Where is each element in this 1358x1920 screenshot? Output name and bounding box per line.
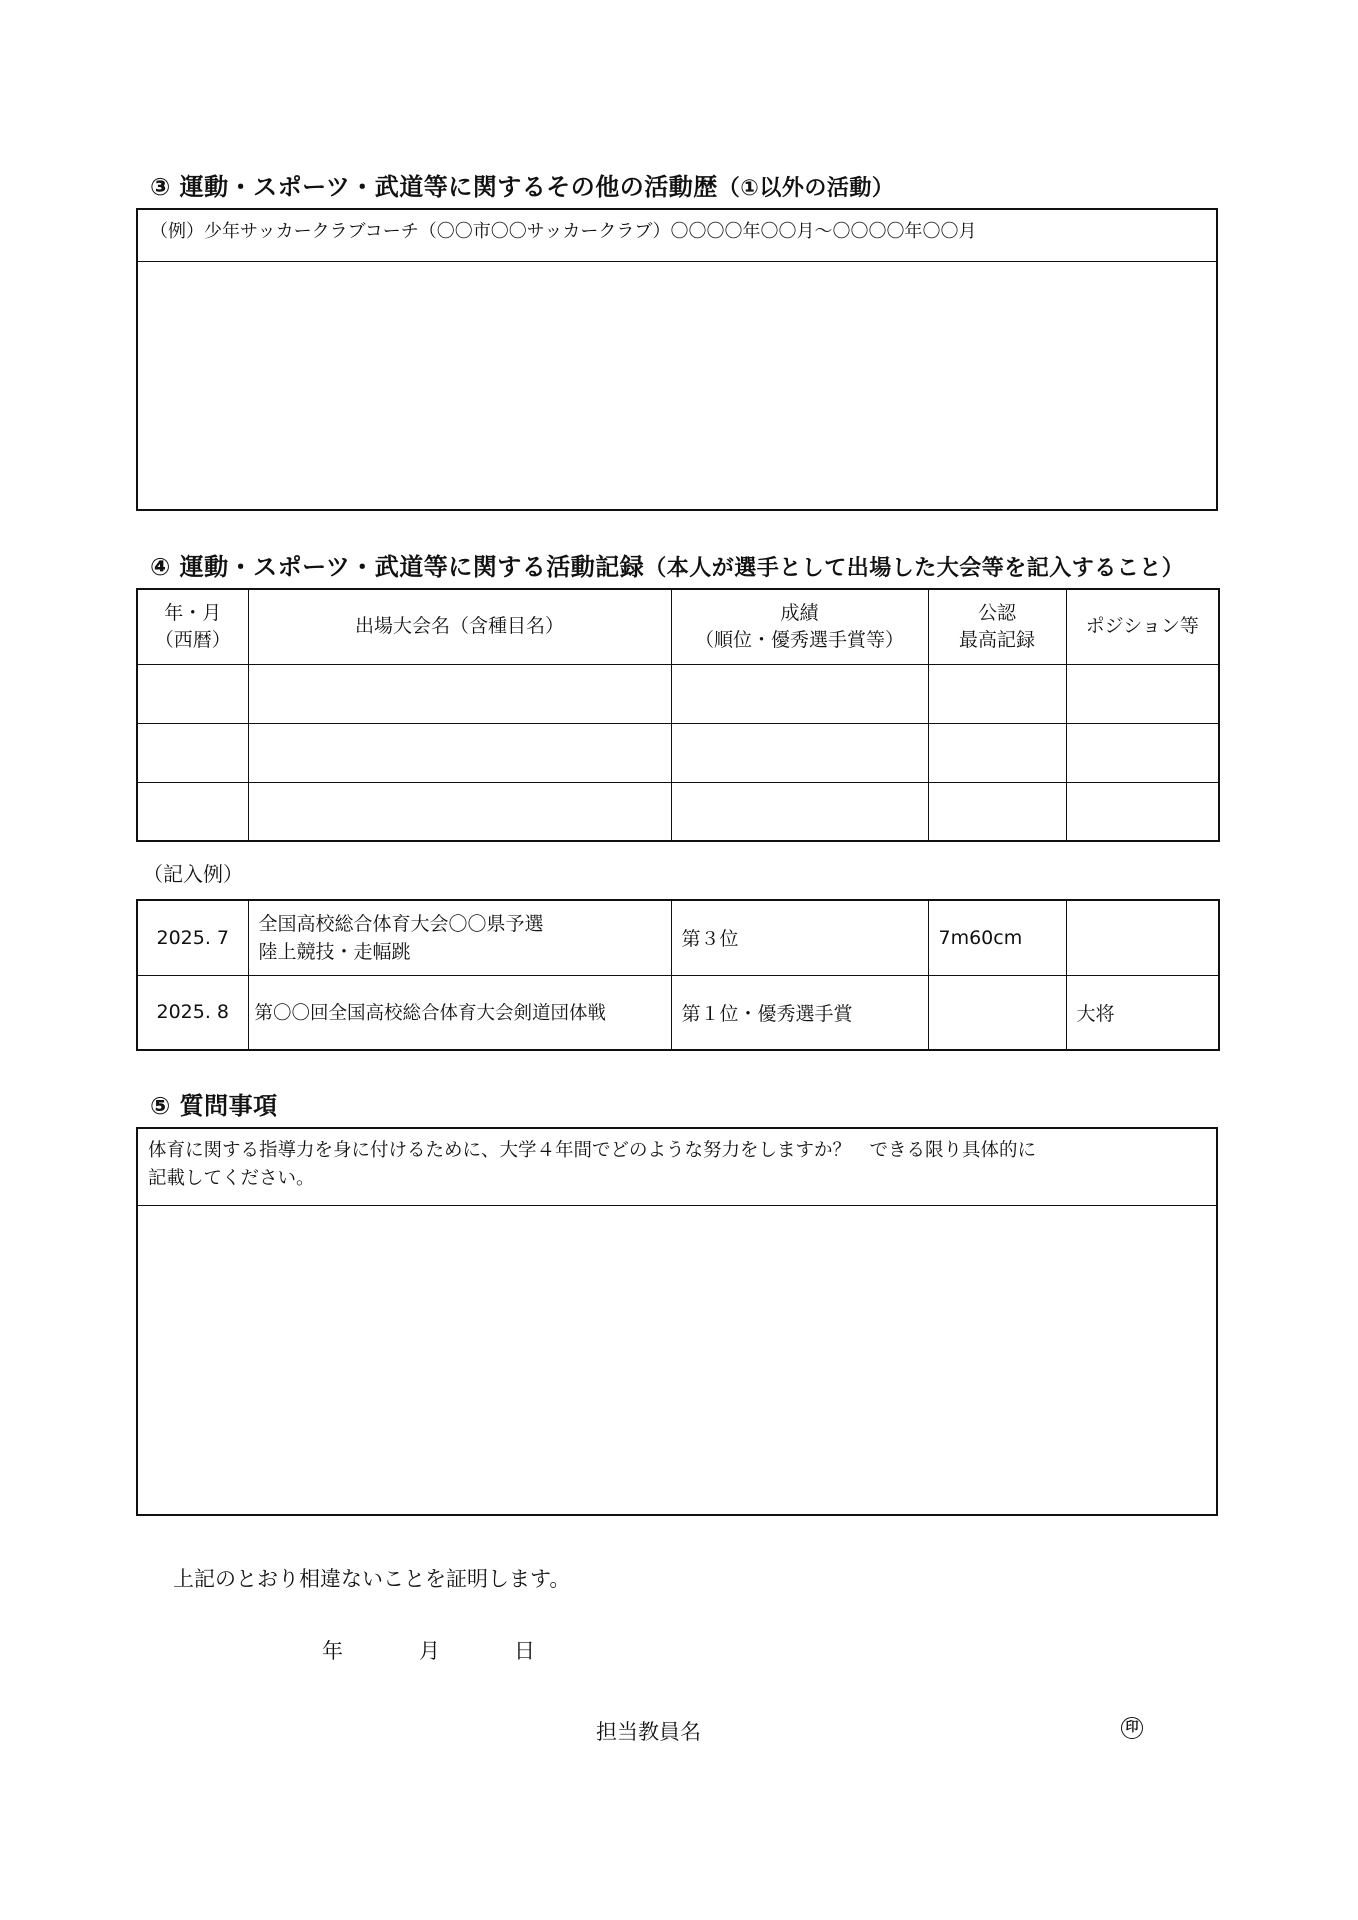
example-event: 第〇〇回全国高校総合体育大会剣道団体戦 bbox=[248, 975, 671, 1050]
example-table bbox=[136, 899, 1220, 1051]
example-date: 2025. 7 bbox=[137, 900, 248, 975]
date-day-label: 日 bbox=[514, 1639, 535, 1663]
certification-statement: 上記のとおり相違ないことを証明します。 bbox=[173, 1567, 571, 1591]
date-month-label: 月 bbox=[419, 1639, 440, 1663]
example-position: 大将 bbox=[1066, 975, 1219, 1050]
example-label: （記入例） bbox=[143, 862, 243, 886]
entry-cell[interactable] bbox=[671, 664, 928, 723]
entry-cell[interactable] bbox=[928, 723, 1066, 782]
col-record-header: 公認 最高記録 bbox=[928, 589, 1066, 664]
entry-cell[interactable] bbox=[137, 782, 248, 841]
entry-cell[interactable] bbox=[928, 782, 1066, 841]
section3-heading-sub: （①以外の活動） bbox=[717, 176, 895, 201]
example-event: 全国高校総合体育大会〇〇県予選 陸上競技・走幅跳 bbox=[248, 900, 671, 975]
section5-answer-area[interactable] bbox=[138, 1206, 1216, 1513]
teacher-name-label: 担当教員名 bbox=[596, 1720, 701, 1744]
col-event-header: 出場大会名（含種目名） bbox=[248, 589, 671, 664]
example-result: 第１位・優秀選手賞 bbox=[671, 975, 928, 1050]
entry-cell[interactable] bbox=[1066, 723, 1219, 782]
section5-question: 体育に関する指導力を身に付けるために、大学４年間でどのような努力をしますか？ できる限り具体的に 記載してください。 bbox=[138, 1129, 1216, 1206]
example-record bbox=[928, 975, 1066, 1050]
table-row bbox=[137, 782, 1219, 841]
section3-example: （例）少年サッカークラブコーチ（〇〇市〇〇サッカークラブ）〇〇〇〇年〇〇月～〇〇〇〇年〇〇月 bbox=[138, 210, 1216, 262]
entry-cell[interactable] bbox=[137, 723, 248, 782]
entry-cell[interactable] bbox=[928, 664, 1066, 723]
entry-cell[interactable] bbox=[671, 782, 928, 841]
entry-cell[interactable] bbox=[1066, 664, 1219, 723]
section5-heading: ⑤ 質問事項 bbox=[150, 1092, 278, 1120]
example-result: 第３位 bbox=[671, 900, 928, 975]
date-year-label: 年 bbox=[322, 1639, 343, 1663]
seal-icon: 印 bbox=[1121, 1717, 1143, 1739]
section5-box bbox=[136, 1127, 1218, 1516]
section3-heading: ③ 運動・スポーツ・武道等に関するその他の活動歴（①以外の活動） bbox=[150, 173, 895, 201]
table-row bbox=[137, 664, 1219, 723]
section3-box bbox=[136, 208, 1218, 511]
example-row bbox=[137, 975, 1219, 1050]
section4-heading: ④ 運動・スポーツ・武道等に関する活動記録（本人が選手として出場した大会等を記入すること） bbox=[150, 553, 1185, 581]
entry-cell[interactable] bbox=[137, 664, 248, 723]
entry-cell[interactable] bbox=[248, 723, 671, 782]
example-row bbox=[137, 900, 1219, 975]
example-position bbox=[1066, 900, 1219, 975]
section3-answer-area[interactable] bbox=[138, 262, 1216, 508]
entry-cell[interactable] bbox=[671, 723, 928, 782]
entry-cell[interactable] bbox=[1066, 782, 1219, 841]
col-date-header: 年・月 （西暦） bbox=[137, 589, 248, 664]
table-row bbox=[137, 723, 1219, 782]
records-header-row bbox=[137, 589, 1219, 664]
col-position-header: ポジション等 bbox=[1066, 589, 1219, 664]
entry-cell[interactable] bbox=[248, 664, 671, 723]
col-result-header: 成績 （順位・優秀選手賞等） bbox=[671, 589, 928, 664]
example-record: 7m60cm bbox=[928, 900, 1066, 975]
example-date: 2025. 8 bbox=[137, 975, 248, 1050]
entry-cell[interactable] bbox=[248, 782, 671, 841]
records-table bbox=[136, 588, 1220, 842]
section4-heading-sub: （本人が選手として出場した大会等を記入すること） bbox=[644, 556, 1185, 581]
